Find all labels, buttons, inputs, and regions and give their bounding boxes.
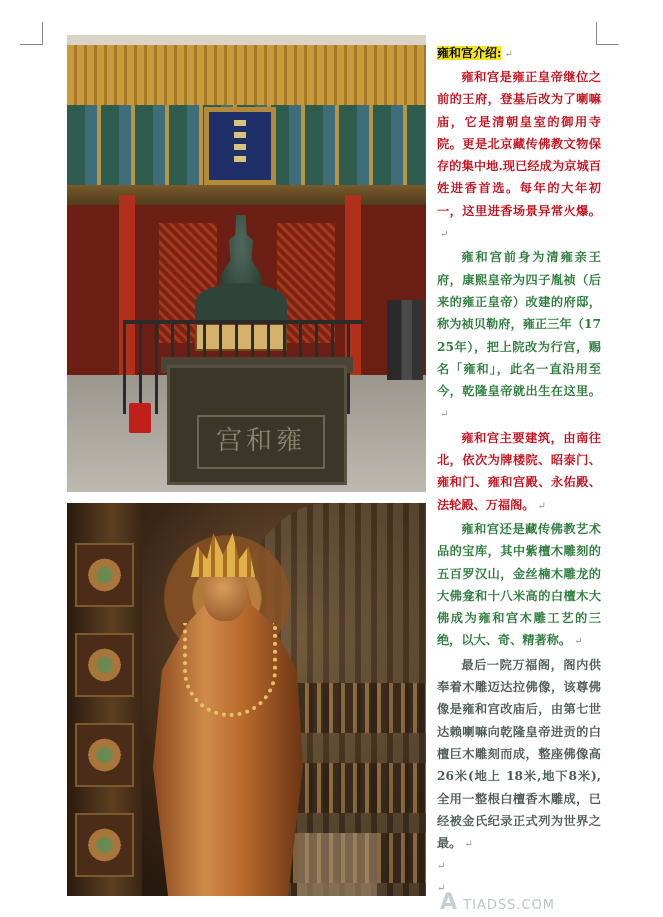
- paragraph: 雍和宫是雍正皇帝继位之前的王府，登基后改为了喇嘛庙，它是清朝皇室的御用寺院。更是北京藏传佛教文物保存的集中地.现已经成为京城百姓进香首选。每年的大年初一，这里进香场景异常火爆。↵: [437, 70, 601, 241]
- intro-heading: 雍和宫介绍: ↵: [437, 46, 513, 60]
- temple-name-plaque: [204, 107, 276, 185]
- burner-inscription: 宫和雍: [197, 415, 325, 469]
- red-bucket: [129, 403, 151, 433]
- paragraph: 最后一院万福阁，阁内供奉着木雕迈达拉佛像，该尊佛像是雍和宫改庙后，由第七世达赖喇嘛向乾隆皇帝进贡的白檀巨木雕刻而成，整座佛像高26米(地上 18米,地下8米),全用一整根白檀香木雕成，已经被金氏纪录正式列为世界之最。 ↵: [437, 657, 601, 851]
- hall-floor: [297, 833, 377, 896]
- yonghegong-temple-photo: [67, 35, 426, 492]
- paragraph: 雍和宫主要建筑，由南往北，依次为牌楼院、昭泰门、雍和门、雍和宫殿、永佑殿、法轮殿、万福阁。 ↵: [437, 430, 601, 512]
- empty-paragraph-mark: ↵: [437, 861, 446, 873]
- temple-roof: [67, 45, 426, 109]
- paragraph: 雍和宫前身为清雍亲王府，康熙皇帝为四子胤祯（后来的雍正皇帝）改建的府邸，称为祯贝勒府，雍正三年（1725年），把上院改为行宫，赐名「雍和」，此名一直沿用至今，乾隆皇帝就出生在这里。↵: [437, 250, 601, 421]
- carved-niche-wall: [67, 503, 142, 896]
- page-corner-top-left: [20, 22, 43, 45]
- paragraph: 雍和宫还是藏传佛教艺术品的宝库，其中紫檀木雕刻的五百罗汉山，金丝楠木雕龙的大佛龛和十八米高的白檀木大佛成为雍和宫木雕工艺的三绝，以大、奇、精著称。 ↵: [437, 521, 601, 648]
- empty-paragraph-mark: ↵: [437, 883, 446, 895]
- visitors: [387, 300, 423, 380]
- maitreya-buddha-photo: [67, 503, 426, 896]
- introduction-text: [437, 42, 601, 900]
- site-watermark: A TIADSS.COM: [440, 890, 556, 915]
- stupa-base: [195, 283, 287, 323]
- buddha-necklace: [183, 623, 277, 717]
